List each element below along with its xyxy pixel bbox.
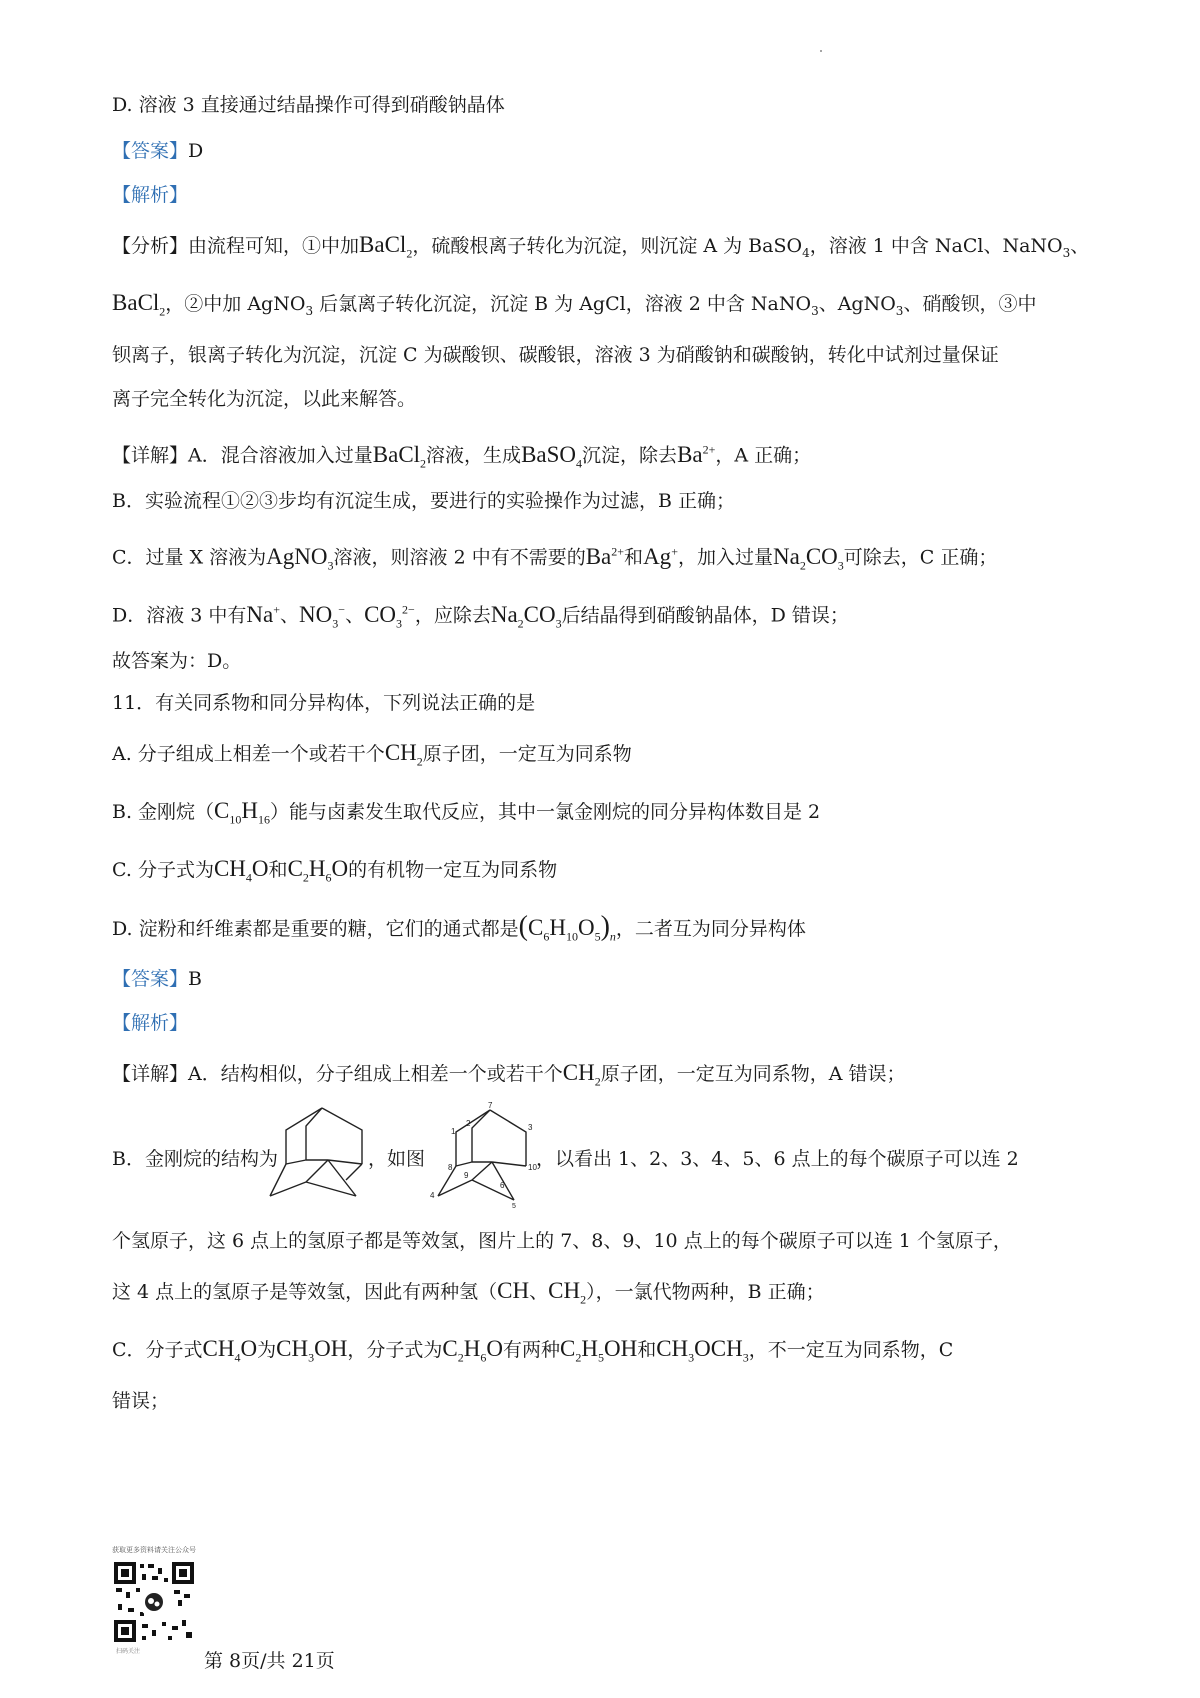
detail-b-q11: B．金刚烷的结构为 <box>112 1148 278 1170</box>
detail-c-q10: C．过量 X 溶液为AgNO$_3$溶液，则溶液 2 中有不需要的$Ba^{2+}$和Ag+，加入过量$Na_2CO_3$可除去，C 正确； <box>112 543 998 573</box>
adamantane-structure-figure <box>266 1104 378 1204</box>
qr-caption-top: 获取更多资料请关注公众号 <box>112 1546 196 1554</box>
option-d-q10: D. 溶液 3 直接通过结晶操作可得到硝酸钠晶体 <box>112 94 505 116</box>
analysis-tag-q11: 【解析】 <box>112 1012 189 1034</box>
detail-a-q10: 【详解】A．混合溶液加入过量BaCl$_2$溶液，生成BaSO$_4$沉淀，除去$Ba^{2+}$，A 正确； <box>112 441 812 471</box>
analysis-line-2: BaCl$_2$，②中加 AgNO$_3$ 后氯离子转化沉淀，沉淀 B 为 AgCl，溶液 2 中含 NaNO$_3$、AgNO$_3$、硝酸钡，③中 <box>112 290 1037 319</box>
option-a-q11: A. 分子组成上相差一个或若干个$CH_2$原子团，一定互为同系物 <box>112 740 632 769</box>
qr-code[interactable] <box>112 1560 196 1644</box>
option-b-q11: B. 金刚烷$(C_{10}H_{16})$能与卤素发生取代反应，其中一氯金刚烷的同分异构体数目是 2 <box>112 798 821 827</box>
detail-b-q11-line-3: 这 4 点上的氢原子是等效氢，因此有两种氢（CH、$CH_2$），一氯代物两种，B 正确； <box>112 1278 825 1307</box>
adamantane-numbered-figure <box>428 1100 546 1210</box>
page-footer: 第 8页/共 21页 <box>204 1650 335 1672</box>
option-c-q11: C. 分子式为$CH_4O$和$C_2H_6O$的有机物一定互为同系物 <box>112 856 558 885</box>
analysis-tag-q10: 【解析】 <box>112 184 189 206</box>
detail-b-q11-line-2: 个氢原子，这 6 点上的氢原子都是等效氢，图片上的 7、8、9、10 点上的每个碳原子可以连 1 个氢原子， <box>112 1230 1012 1252</box>
detail-b-q11-cont: ，以看出 1、2、3、4、5、6 点上的每个碳原子可以连 2 <box>536 1148 1019 1170</box>
label-1: 1 <box>451 1127 456 1136</box>
analysis-line-4: 离子完全转化为沉淀，以此来解答。 <box>112 388 417 410</box>
qr-caption-bottom: 扫码关注 <box>116 1648 141 1655</box>
detail-d-q10: D．溶液 3 中有Na+、$NO_3^-$、$CO_3^{2-}$，应除去$Na_2CO_3$后结晶得到硝酸钠晶体，D 错误； <box>112 601 849 631</box>
detail-c-q11: C．分子式$CH_4O$为$CH_3OH$，分子式为$C_2H_6O$有两种$C_2H_5OH$和$CH_3OCH_3$，不一定互为同系物，C <box>112 1336 954 1365</box>
label-10: 10 <box>528 1163 537 1172</box>
label-6: 6 <box>500 1181 505 1190</box>
label-5: 5 <box>512 1203 516 1210</box>
label-3: 3 <box>528 1123 533 1132</box>
answer-q11: 【答案】B <box>112 968 202 990</box>
label-9: 9 <box>464 1171 469 1180</box>
label-2: 2 <box>466 1119 471 1128</box>
scan-dot <box>820 50 822 52</box>
conclusion-q10: 故答案为：D。 <box>112 650 242 672</box>
question-11: 11．有关同系物和同分异构体，下列说法正确的是 <box>112 692 536 714</box>
as-shown-label: ，如图 <box>368 1148 426 1170</box>
analysis-line-1: 【分析】由流程可知，①中加BaCl$_2$，硫酸根离子转化为沉淀，则沉淀 A 为 BaSO$_4$，溶液 1 中含 NaCl、NaNO$_3$、 <box>112 232 1090 261</box>
label-4: 4 <box>430 1191 435 1200</box>
label-7: 7 <box>488 1101 493 1110</box>
answer-q10: 【答案】D <box>112 140 204 162</box>
detail-b-q10: B．实验流程①②③步均有沉淀生成，要进行的实验操作为过滤，B 正确； <box>112 490 735 512</box>
label-8: 8 <box>448 1163 453 1172</box>
detail-a-q11: 【详解】A．结构相似，分子组成上相差一个或若干个$CH_2$原子团，一定互为同系物，A 错误； <box>112 1060 906 1089</box>
detail-c-q11-line-2: 错误； <box>112 1390 170 1412</box>
analysis-line-3: 钡离子，银离子转化为沉淀，沉淀 C 为碳酸钡、碳酸银，溶液 3 为硝酸钠和碳酸钠，转化中试剂过量保证 <box>112 344 999 366</box>
option-d-q11: D. 淀粉和纤维素都是重要的糖，它们的通式都是$(C_6H_{10}O_5)_n$，二者互为同分异构体 <box>112 911 806 944</box>
